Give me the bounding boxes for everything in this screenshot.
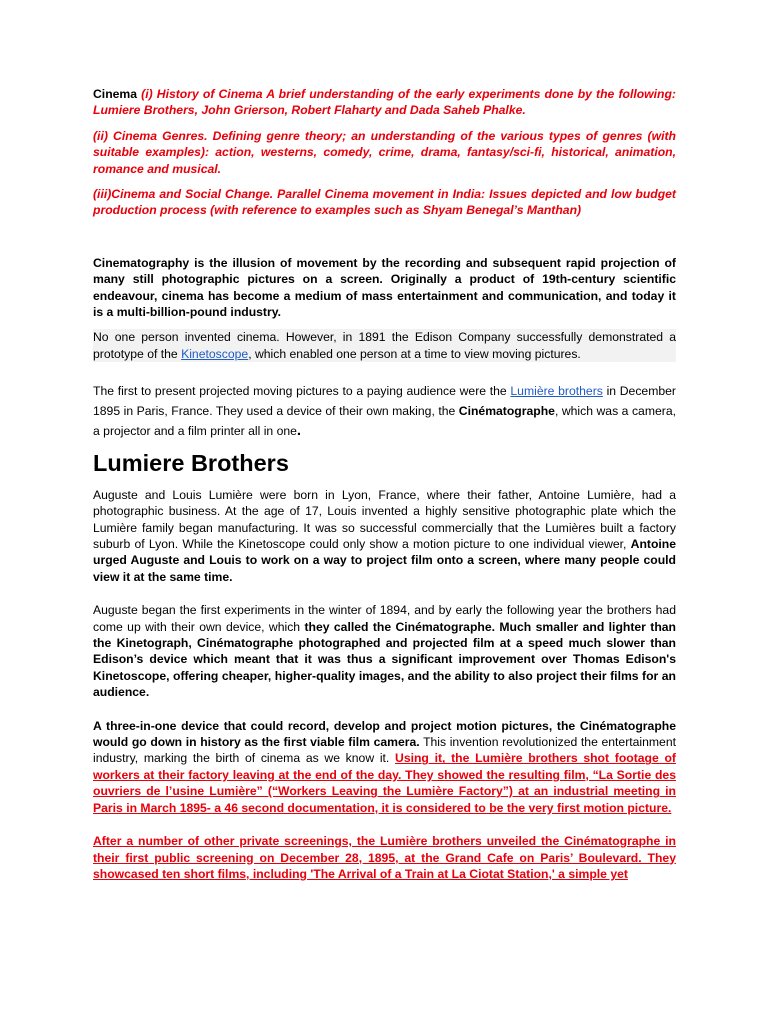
cinematographe-term: Cinématographe — [458, 403, 555, 418]
section-p3-text: This invention revolutionized the entertainment industry, marking the birth of cinema as we know it. — [93, 735, 676, 766]
section-p2-bold: they called the Cinématographe. Much smaller and lighter than the Kinetograph, Cinématographe photographed and projected film at a speed much slower than Edison’s device which meant that it was thus a significant improvement over Thomas Edison's Kinetoscope, offering cheaper, higher-quality images, and the ability to also project their films for an audience. — [93, 619, 677, 700]
section-p1-text: Auguste and Louis Lumière were born in Lyon, France, where their father, Antoine Lumière, had a photographic business. At the age of 17, Louis invented a highly sensitive photographic plate which the Lumière family began manufacturing. It was so successful commercially that the Lumières built a factory suburb of Lyon. While the Kinetoscope could only show a motion picture to one individual viewer, — [93, 487, 676, 551]
section-p3-bold: A three-in-one device that could record, develop and project motion pictures, the Cinématographe would go down in history as the first viable film camera. — [93, 718, 676, 750]
section-p3-red: Using it, the Lumière brothers shot footage of workers at their factory leaving at the end of the day. They showed the resulting film, “La Sortie des ouvriers de l’usine Lumière” (“Workers Leaving the Lumière Factory”) at an industrial meeting in Paris in March 1895- a 46 second documentation, it is considered to be the very first motion picture. — [93, 751, 676, 815]
lumiere-brothers-link[interactable]: Lumière brothers — [510, 384, 603, 399]
kinetoscope-link[interactable]: Kinetoscope — [181, 346, 249, 361]
syllabus-label: Cinema — [93, 87, 138, 101]
section-paragraph-1 — [93, 487, 676, 585]
section-paragraph-3 — [93, 718, 676, 816]
intro-p3-end: . — [296, 422, 302, 440]
syllabus-item-3: (iii)Cinema and Social Change. Parallel Cinema movement in India: Issues depicted and low budget production process (with reference to examples such as Shyam Benegal’s Manthan) — [93, 187, 676, 218]
document-content — [93, 86, 676, 882]
intro-p2-text-b: , which enabled one person at a time to view moving pictures. — [248, 346, 581, 361]
intro-p3-text-c: , which was a camera, a projector and a film printer all in one — [93, 403, 676, 439]
intro-p3-text-b: in December 1895 in Paris, France. They used a device of their own making, the — [93, 384, 676, 418]
section-paragraph-2 — [93, 602, 676, 700]
section-heading: Lumiere Brothers — [93, 449, 289, 476]
intro-p2-text-a: No one person invented cinema. However, in 1891 the Edison Company successfully demonstrated a prototype of the — [93, 330, 676, 361]
intro-paragraph-2 — [93, 329, 676, 362]
section-p2-text: Auguste began the first experiments in the winter of 1894, and by early the following year the brothers had come up with their own device, which — [93, 603, 676, 634]
intro-paragraph-1: Cinematography is the illusion of movement by the recording and subsequent rapid projection of many still photographic pictures on a screen. Originally a product of 19th-century scientific endeavour, cinema has become a medium of mass entertainment and communication, and today it is a multi-billion-pound industry. — [93, 255, 676, 320]
section-p1-bold: Antoine urged Auguste and Louis to work on a way to project film onto a screen, where many people could view it at the same time. — [93, 537, 676, 584]
section-paragraph-4: After a number of other private screenings, the Lumière brothers unveiled the Cinématographe in their first public screening on December 28, 1895, at the Grand Cafe on Paris’ Boulevard. They showcased ten short films, including 'The Arrival of a Train at La Ciotat Station,' a simple yet — [93, 834, 676, 881]
syllabus-text-1: (i) History of Cinema A brief understanding of the early experiments done by the following: Lumiere Brothers, John Grierson, Robert Flaharty and Dada Saheb Phalke. — [93, 87, 676, 118]
intro-p3-text-a: The first to present projected moving pictures to a paying audience were the — [93, 384, 511, 399]
intro-paragraph-3 — [93, 382, 676, 442]
syllabus-item-2: (ii) Cinema Genres. Defining genre theory; an understanding of the various types of genres (with suitable examples): action, westerns, comedy, crime, drama, fantasy/sci-fi, historical, animation, romance and musical. — [93, 128, 676, 176]
syllabus-item-1 — [93, 86, 676, 119]
